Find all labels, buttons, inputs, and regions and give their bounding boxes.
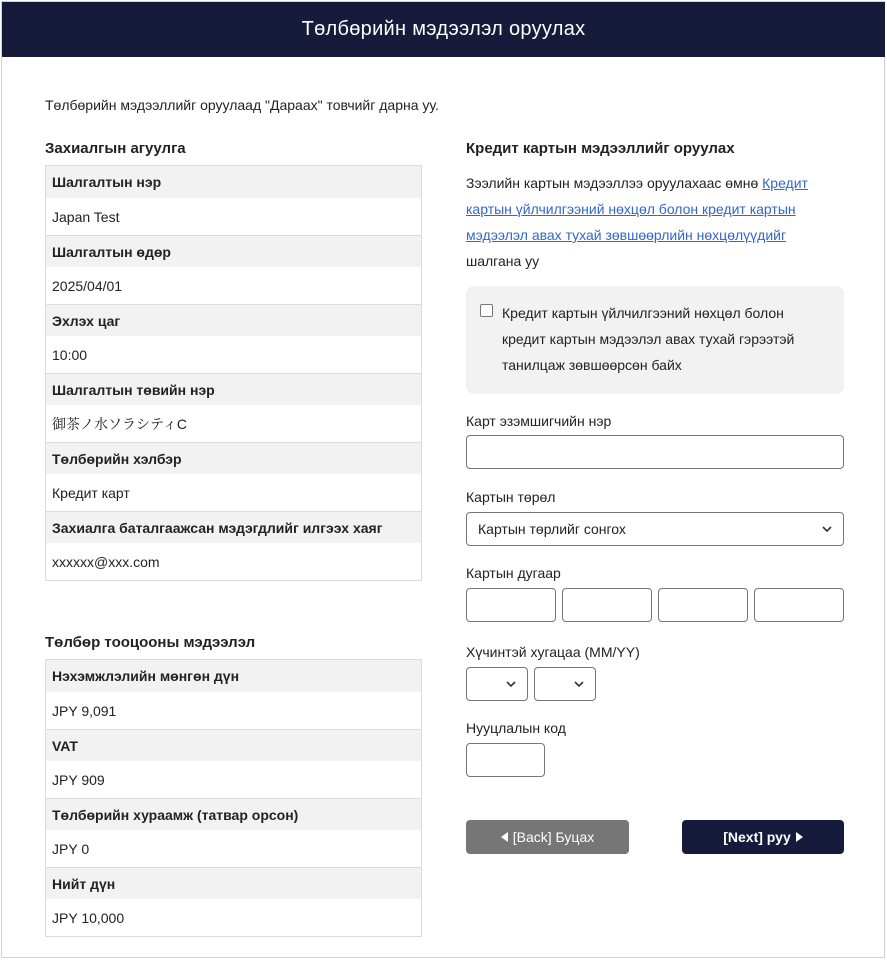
order-label-center-name: Шалгалтын төвийн нэр: [46, 373, 421, 405]
agreement-box: [466, 286, 844, 394]
order-value-exam-name: Japan Test: [46, 198, 421, 235]
terms-link[interactable]: Кредит картын үйлчилгээний нөхцөл болон кредит картын мэдээлэл авах тухай зөвшөөрлийн нөхцөлүүдийг: [466, 175, 808, 243]
credit-description: [466, 170, 836, 274]
expiry-month-select[interactable]: [466, 667, 528, 701]
order-value-start-time: 10:00: [46, 336, 421, 373]
arrow-right-icon: [796, 832, 803, 842]
credit-section-title: Кредит картын мэдээллийг оруулах: [466, 140, 735, 157]
back-button[interactable]: [466, 820, 629, 854]
page-title: Төлбөрийн мэдээлэл оруулах: [301, 18, 586, 40]
credit-desc-before: Зээлийн картын мэдээллээ оруулахаас өмнө: [466, 175, 763, 191]
next-button[interactable]: [682, 820, 844, 854]
expiry-year-select[interactable]: [534, 667, 596, 701]
next-button-label: [Next] руу: [723, 829, 791, 845]
payment-value-invoice: JPY 9,091: [46, 692, 421, 729]
payment-value-total: JPY 10,000: [46, 899, 421, 936]
chevron-down-icon: [821, 523, 833, 535]
page-header: [2, 2, 885, 57]
card-type-placeholder: Картын төрлийг сонгох: [478, 521, 626, 537]
payment-table: [45, 659, 422, 937]
order-section-title: Захиалгын агуулга: [45, 140, 186, 157]
order-label-start-time: Эхлэх цаг: [46, 304, 421, 336]
order-label-payment-method: Төлбөрийн хэлбэр: [46, 442, 421, 474]
order-value-exam-date: 2025/04/01: [46, 267, 421, 304]
payment-value-fee: JPY 0: [46, 830, 421, 867]
arrow-left-icon: [501, 832, 508, 842]
credit-desc-after: шалгана уу: [466, 253, 540, 269]
card-number-label: Картын дугаар: [466, 565, 561, 581]
payment-label-vat: VAT: [46, 729, 421, 761]
cvv-input[interactable]: [466, 743, 545, 777]
payment-section-title: Төлбөр тооцооны мэдээлэл: [45, 634, 256, 651]
holder-name-input[interactable]: [466, 435, 844, 469]
card-number-input-2[interactable]: [562, 588, 652, 622]
card-number-input-4[interactable]: [754, 588, 844, 622]
card-number-input-3[interactable]: [658, 588, 748, 622]
card-type-select[interactable]: [466, 512, 844, 546]
order-value-center-name: 御茶ノ水ソラシティC: [46, 405, 421, 442]
order-value-payment-method: Кредит карт: [46, 474, 421, 511]
payment-value-vat: JPY 909: [46, 761, 421, 798]
intro-text: Төлбөрийн мэдээллийг оруулаад "Дараах" товчийг дарна уу.: [45, 97, 439, 113]
order-label-exam-name: Шалгалтын нэр: [46, 166, 421, 198]
payment-label-invoice: Нэхэмжлэлийн мөнгөн дүн: [46, 660, 421, 692]
payment-label-total: Нийт дүн: [46, 867, 421, 899]
card-type-label: Картын төрөл: [466, 489, 556, 505]
payment-label-fee: Төлбөрийн хураамж (татвар орсон): [46, 798, 421, 830]
chevron-down-icon: [505, 678, 517, 690]
agree-checkbox[interactable]: [480, 304, 493, 317]
cvv-label: Нууцлалын код: [466, 720, 566, 736]
chevron-down-icon: [573, 678, 585, 690]
order-table: [45, 165, 422, 581]
holder-label: Карт эзэмшигчийн нэр: [466, 413, 612, 429]
expiry-label: Хүчинтэй хугацаа (MM/YY): [466, 644, 640, 660]
order-label-email: Захиалга баталгаажсан мэдэгдлийг илгээх хаяг: [46, 511, 421, 543]
order-label-exam-date: Шалгалтын өдөр: [46, 235, 421, 267]
order-value-email: xxxxxx@xxx.com: [46, 543, 421, 580]
agree-checkbox-label[interactable]: Кредит картын үйлчилгээний нөхцөл болон кредит картын мэдээлэл авах тухай гэрээтэй танилцаж зөвшөөрсөн байх: [502, 305, 795, 373]
back-button-label: [Back] Буцах: [512, 829, 595, 845]
card-number-input-1[interactable]: [466, 588, 556, 622]
